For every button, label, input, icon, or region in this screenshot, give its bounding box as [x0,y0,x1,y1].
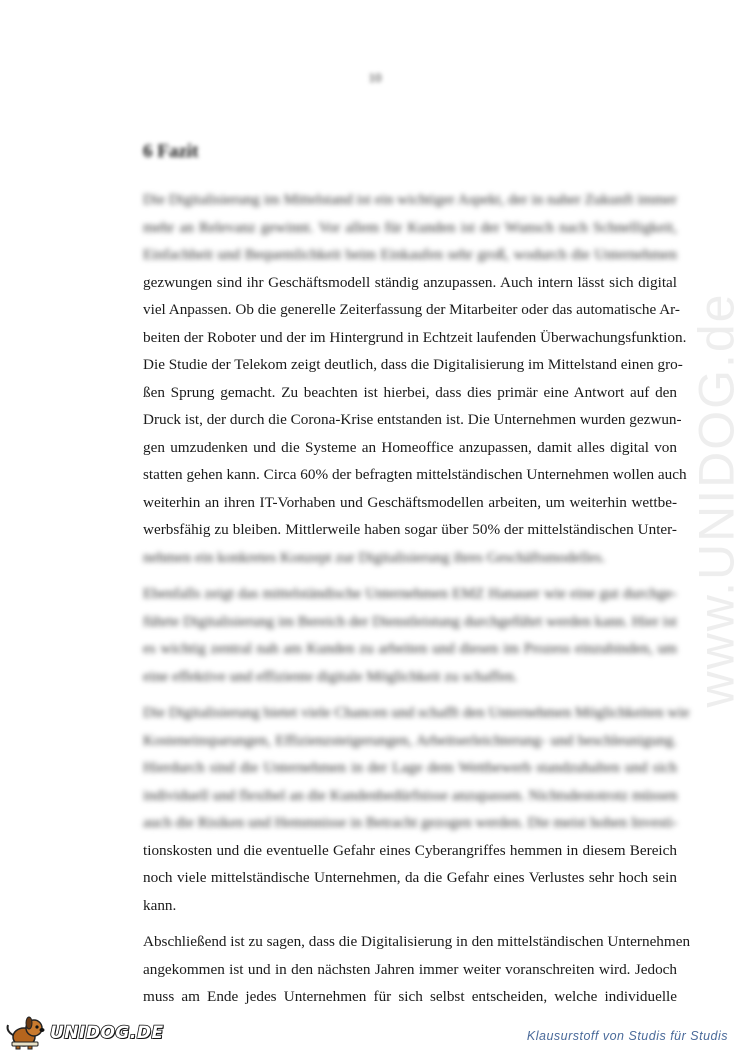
blurred-text-line: führte Digitalisierung im Bereich der Dienstleistung durchgeführt werden kann. Hier ist [143,612,677,630]
unidog-logo[interactable] [4,1015,164,1051]
blurred-text-line: mehr an Relevanz gewinnt. Vor allem für Kunden ist der Wunsch nach Schnelligkeit, [143,218,677,236]
document-body [143,186,691,1020]
blurred-text-line: Die Digitalisierung bietet viele Chancen und schafft den Unternehmen Möglichkeiten wie [143,704,690,721]
text-line: Druck ist, der durch die Corona-Krise entstanden ist. Die Unternehmen wurden gezwun- [143,411,682,428]
watermark-text: www.UNIDOG.de [688,292,744,708]
blurred-text-line: nehmen ein konkretes Konzept zur Digitalisierung ihres Geschäftsmodelles. [143,548,606,566]
text-line: muss am Ende jedes Unternehmen für sich selbst entscheiden, welche individuelle [143,988,677,1005]
text-line: Abschließend ist zu sagen, dass die Digitalisierung in den mittelständischen Unternehmen [143,933,691,950]
text-line: angekommen ist und in den nächsten Jahren immer weiter voranschreiten wird. Jedoch [143,960,677,978]
text-line: Die Studie der Telekom zeigt deutlich, dass die Digitalisierung im Mittelstand einen gro- [143,356,683,373]
text-line: werbsfähig zu bleiben. Mittlerweile haben sogar über 50% der mittelständischen Unter- [143,521,677,538]
blurred-text-line: es wichtig zentral nah am Kunden zu arbeiten und diesen im Prozess einzubinden, um [143,640,677,657]
text-line: tionskosten und die eventuelle Gefahr eines Cyberangriffes hemmen in diesem Bereich [143,841,677,859]
blurred-text-line: Einfachheit und Bequemlichkeit beim Einkaufen sehr groß, wodurch die Unternehmen [143,246,677,263]
blurred-text-line: Die Digitalisierung im Mittelstand ist ein wichtiger Aspekt, der in naher Zukunft immer [143,191,677,208]
logo-text: UNIDOG.DE [50,1023,164,1043]
page-number: 10 [368,70,382,85]
section-title: 6 Fazit [143,141,199,162]
text-line: weiterhin an ihren IT-Vorhaben und Geschäftsmodellen arbeiten, um weiterhin wettbe- [143,493,677,511]
paragraph [143,699,690,919]
text-line: noch viele mittelständische Unternehmen, da die Gefahr eines Verlustes sehr hoch sein [143,869,677,886]
text-line: beiten der Roboter und der im Hintergrund in Echtzeit laufenden Überwachungsfunktion. [143,328,687,346]
blurred-text-line: auch die Risiken und Hemmnisse in Betracht gezogen werden. Die meist hohen Investi- [143,814,678,831]
blurred-text-line: eine effektive und effiziente digitale Möglichkeit zu schaffen. [143,667,518,685]
footer-slogan: Klausurstoff von Studis für Studis [526,1029,728,1043]
text-line: ßen Sprung gemacht. Zu beachten ist hierbei, dass dies primär eine Antwort auf den [143,383,677,401]
paragraph [143,186,687,571]
blurred-text-line: Ebenfalls zeigt das mittelständische Unternehmen EMZ Hanauer wie eine gut durchge- [143,585,677,602]
text-line: kann. [143,896,177,914]
text-line: statten gehen kann. Circa 60% der befragten mittelständischen Unternehmen wollen auch [143,466,687,483]
text-line: viel Anpassen. Ob die generelle Zeiterfassung der Mitarbeiter oder das automatische Ar- [143,301,680,318]
paragraph [143,928,691,1011]
watermark [686,260,746,740]
paragraph [143,580,677,690]
blurred-text-line: Kosteneinsparungen, Effizienzsteigerungen, Arbeitserleichterung- und beschleunigung. [143,731,677,749]
blurred-text-line: Hierdurch sind die Unternehmen in der Lage dem Wettbewerb standzuhalten und sich [143,759,677,776]
text-line: gen umzudenken und die Systeme an Homeoffice anzupassen, damit alles digital von [143,438,677,456]
blurred-text-line: individuell und flexibel an die Kundenbedürfnisse anzupassen. Nichtsdestotrotz müssen [143,786,678,804]
dog-icon [4,1015,48,1051]
text-line: gezwungen sind ihr Geschäftsmodell ständig anzupassen. Auch intern lässt sich digital [143,273,677,291]
